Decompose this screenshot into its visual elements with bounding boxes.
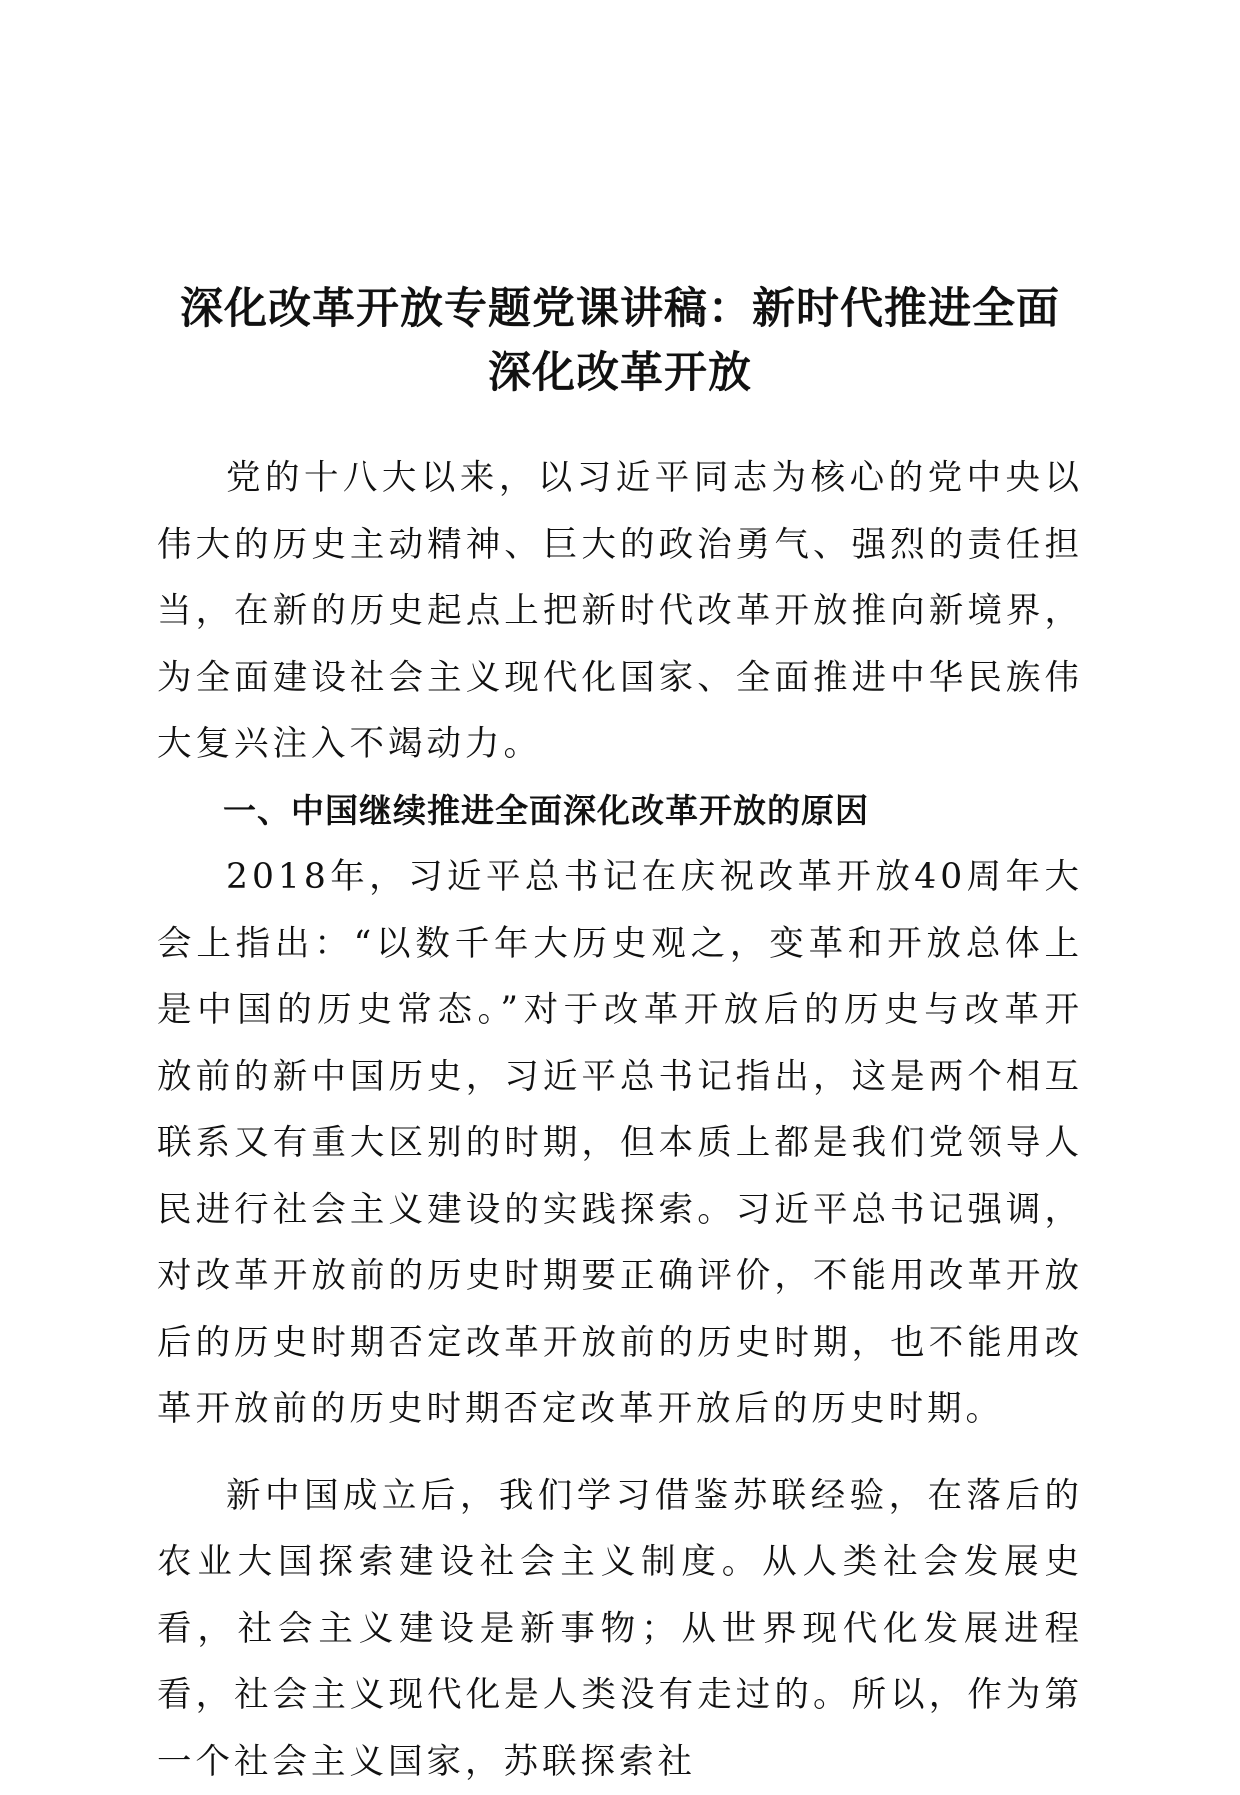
paragraph-2: 新中国成立后，我们学习借鉴苏联经验，在落后的农业大国探索建设社会主义制度。从人类社会发展史看，社会主义建设是新事物；从世界现代化发展进程看，社会主义现代化是人类没有走过的。所以，作为第一个社会主义国家，苏联探索社 xyxy=(157,1463,1083,1795)
title-line-1: 深化改革开放专题党课讲稿：新时代推进全面 xyxy=(150,277,1090,341)
document-title xyxy=(150,277,1090,405)
paragraph-1: 2018年，习近平总书记在庆祝改革开放40周年大会上指出：“以数千年大历史观之，变革和开放总体上是中国的历史常态。”对于改革开放后的历史与改革开放前的新中国历史，习近平总书记指出，这是两个相互联系又有重大区别的时期，但本质上都是我们党领导人民进行社会主义建设的实践探索。习近平总书记强调，对改革开放前的历史时期要正确评价，不能用改革开放后的历史时期否定改革开放前的历史时期，也不能用改革开放前的历史时期否定改革开放后的历史时期。 xyxy=(157,844,1083,1443)
paragraph-intro: 党的十八大以来，以习近平同志为核心的党中央以伟大的历史主动精神、巨大的政治勇气、强烈的责任担当，在新的历史起点上把新时代改革开放推向新境界，为全面建设社会主义现代化国家、全面推进中华民族伟大复兴注入不竭动力。 xyxy=(157,445,1083,778)
section-heading-1: 一、中国继续推进全面深化改革开放的原因 xyxy=(157,778,1083,845)
document-body xyxy=(157,445,1083,1795)
title-line-2: 深化改革开放 xyxy=(150,341,1090,405)
